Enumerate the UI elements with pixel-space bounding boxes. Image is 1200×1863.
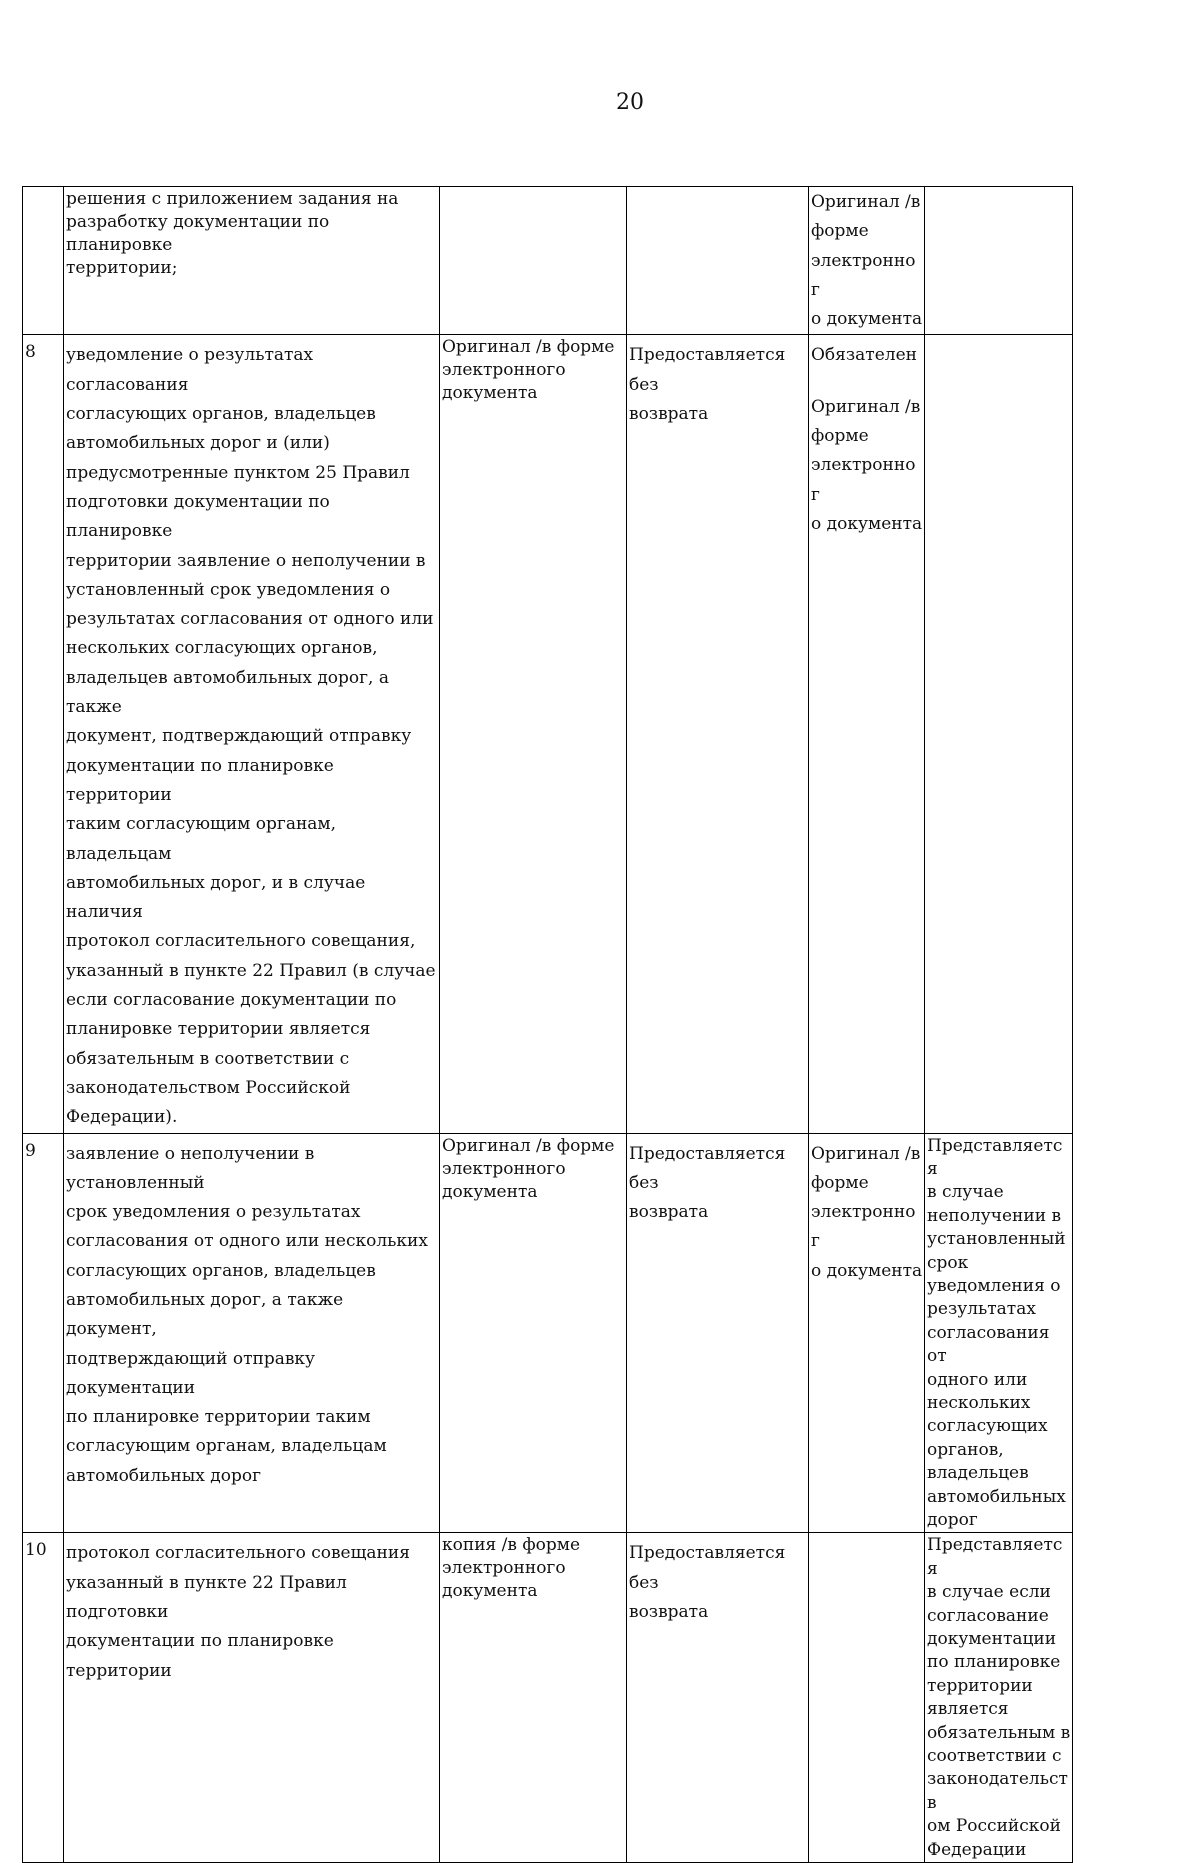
- note-cell: Представляется в случае неполучении в установленный срок уведомления о результатах согласования от одного или нескольких согласующих органов, владельцев автомобильных дорог: [925, 1133, 1073, 1533]
- document-name-cell: решения с приложением задания на разработку документации по планировке территории;: [64, 187, 440, 335]
- page-number: 20: [616, 90, 644, 115]
- table-row: [23, 187, 1073, 335]
- document-form-cell: Оригинал /в форме электронного документа: [440, 335, 627, 1133]
- document-name-cell: уведомление о результатах согласования согласующих органов, владельцев автомобильных дорог и (или) предусмотренные пунктом 25 Правил подготовки документации по планировке территории заявление о неполучении в установленный срок уведомления о результатах согласования от одного или нескольких согласующих органов, владельцев автомобильных дорог, а также документ, подтверждающий отправку документации по планировке территории таким согласующим органам, владельцам автомобильных дорог, и в случае наличия протокол согласительного совещания, указанный в пункте 22 Правил (в случае если согласование документации по планировке территории является обязательным в соответствии с законодательством Российской Федерации).: [64, 335, 440, 1133]
- note-cell: [925, 187, 1073, 335]
- table-row: [23, 335, 1073, 1133]
- return-terms-cell: Предоставляется без возврата: [627, 335, 809, 1133]
- return-terms-cell: [627, 187, 809, 335]
- row-number-cell: 9: [23, 1133, 64, 1533]
- row-number-cell: 8: [23, 335, 64, 1133]
- row-number-cell: [23, 187, 64, 335]
- requirement-cell: Оригинал /в форме электронног о документа: [809, 1133, 925, 1533]
- requirement-cell: Оригинал /в форме электронног о документа: [809, 187, 925, 335]
- row-number-cell: 10: [23, 1533, 64, 1863]
- note-cell: Представляется в случае если согласование документации по планировке территории является обязательным в соответствии с законодательств ом Российской Федерации: [925, 1533, 1073, 1863]
- requirement-cell: Обязателен Оригинал /в форме электронног о документа: [809, 335, 925, 1133]
- document-form-cell: [440, 187, 627, 335]
- document-name-cell: заявление о неполучении в установленный срок уведомления о результатах согласования от одного или нескольких согласующих органов, владельцев автомобильных дорог, а также документ, подтверждающий отправку документации по планировке территории таким согласующим органам, владельцам автомобильных дорог: [64, 1133, 440, 1533]
- document-form-cell: копия /в форме электронного документа: [440, 1533, 627, 1863]
- return-terms-cell: Предоставляется без возврата: [627, 1133, 809, 1533]
- return-terms-cell: Предоставляется без возврата: [627, 1533, 809, 1863]
- note-cell: [925, 335, 1073, 1133]
- document-form-cell: Оригинал /в форме электронного документа: [440, 1133, 627, 1533]
- documents-table: [22, 186, 1073, 1863]
- table-row: [23, 1133, 1073, 1533]
- document-name-cell: протокол согласительного совещания указанный в пункте 22 Правил подготовки документации по планировке территории: [64, 1533, 440, 1863]
